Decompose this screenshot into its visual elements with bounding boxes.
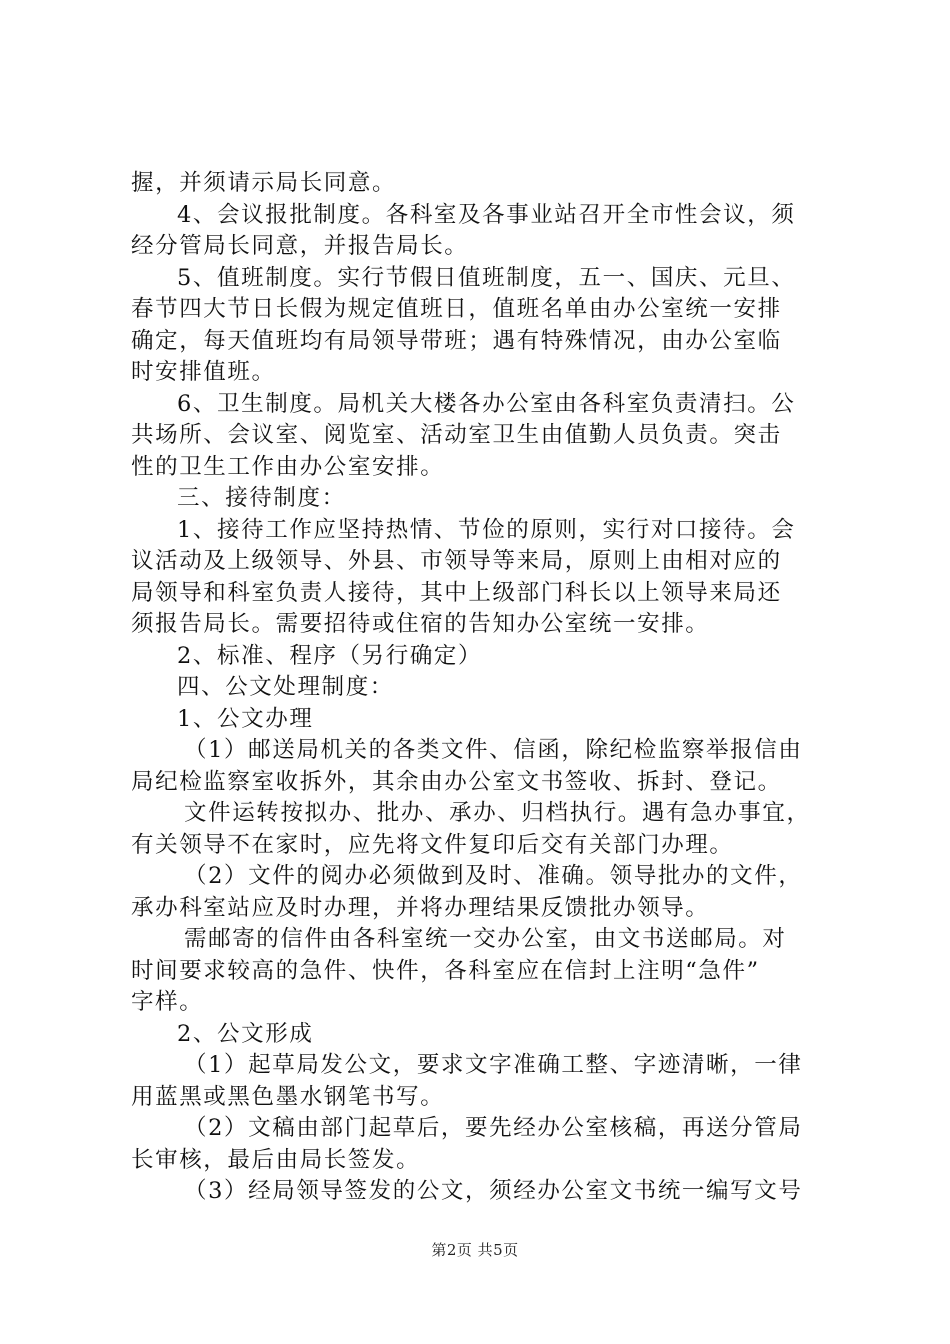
- text-line: 时安排值班。: [131, 359, 276, 385]
- text-line: 4、会议报批制度。各科室及各事业站召开全市性会议，须: [177, 201, 796, 228]
- text-line: 1、接待工作应坚持热情、节俭的原则，实行对口接待。会: [177, 516, 796, 543]
- text-line: 春节四大节日长假为规定值班日，值班名单由办公室统一安排: [131, 296, 782, 322]
- text-line: 承办科室站应及时办理，并将办理结果反馈批办领导。: [131, 894, 710, 921]
- text-line: 1、公文办理: [177, 705, 314, 732]
- text-line: 长审核，最后由局长签发。: [131, 1146, 421, 1173]
- text-line: 字样。: [131, 989, 204, 1015]
- text-line: 5、值班制度。实行节假日值班制度，五一、国庆、元旦、: [177, 264, 796, 291]
- text-line: 三、接待制度：: [177, 485, 346, 511]
- text-line: 6、卫生制度。局机关大楼各办公室由各科室负责清扫。公: [177, 390, 796, 417]
- text-line: 2、标准、程序（另行确定）: [177, 642, 483, 669]
- text-line: 议活动及上级领导、外县、市领导等来局，原则上由相对应的: [131, 548, 782, 574]
- text-line: 四、公文处理制度：: [177, 674, 394, 700]
- page-footer: 第2页 共5页: [431, 1241, 519, 1259]
- text-line: 用蓝黑或黑色墨水钢笔书写。: [131, 1083, 445, 1110]
- document-body: [131, 168, 831, 1208]
- text-line: （1）起草局发公文，要求文字准确工整、字迹清晰，一律: [184, 1052, 803, 1078]
- text-line: 局纪检监察室收拆外，其余由办公室文书签收、拆封、登记。: [131, 768, 782, 795]
- text-line: 需邮寄的信件由各科室统一交办公室，由文书送邮局。对: [184, 926, 787, 952]
- text-line: 性的卫生工作由办公室安排。: [131, 453, 445, 480]
- text-line: 确定，每天值班均有局领导带班；遇有特殊情况，由办公室临: [131, 327, 782, 354]
- text-line: 共场所、会议室、阅览室、活动室卫生由值勤人员负责。突击: [131, 422, 782, 448]
- text-line: 2、公文形成: [177, 1020, 314, 1047]
- text-line: （2）文稿由部门起草后，要先经办公室核稿，再送分管局: [184, 1115, 803, 1141]
- text-line: 局领导和科室负责人接待，其中上级部门科长以上领导来局还: [131, 579, 782, 606]
- text-line: （3）经局领导签发的公文，须经办公室文书统一编写文号: [184, 1178, 803, 1204]
- text-line: （1）邮送局机关的各类文件、信函，除纪检监察举报信由: [184, 737, 803, 763]
- text-line: 经分管局长同意，并报告局长。: [131, 233, 469, 259]
- text-line: （2）文件的阅办必须做到及时、准确。领导批办的文件，: [184, 863, 803, 889]
- text-line: 时间要求较高的急件、快件，各科室应在信封上注明“急件”: [131, 957, 760, 984]
- text-line: 须报告局长。需要招待或住宿的告知办公室统一安排。: [131, 611, 710, 637]
- text-line: 握，并须请示局长同意。: [131, 170, 397, 196]
- text-line: 文件运转按拟办、批办、承办、归档执行。遇有急办事宜，: [184, 800, 811, 826]
- text-line: 有关领导不在家时，应先将文件复印后交有关部门办理。: [131, 831, 734, 858]
